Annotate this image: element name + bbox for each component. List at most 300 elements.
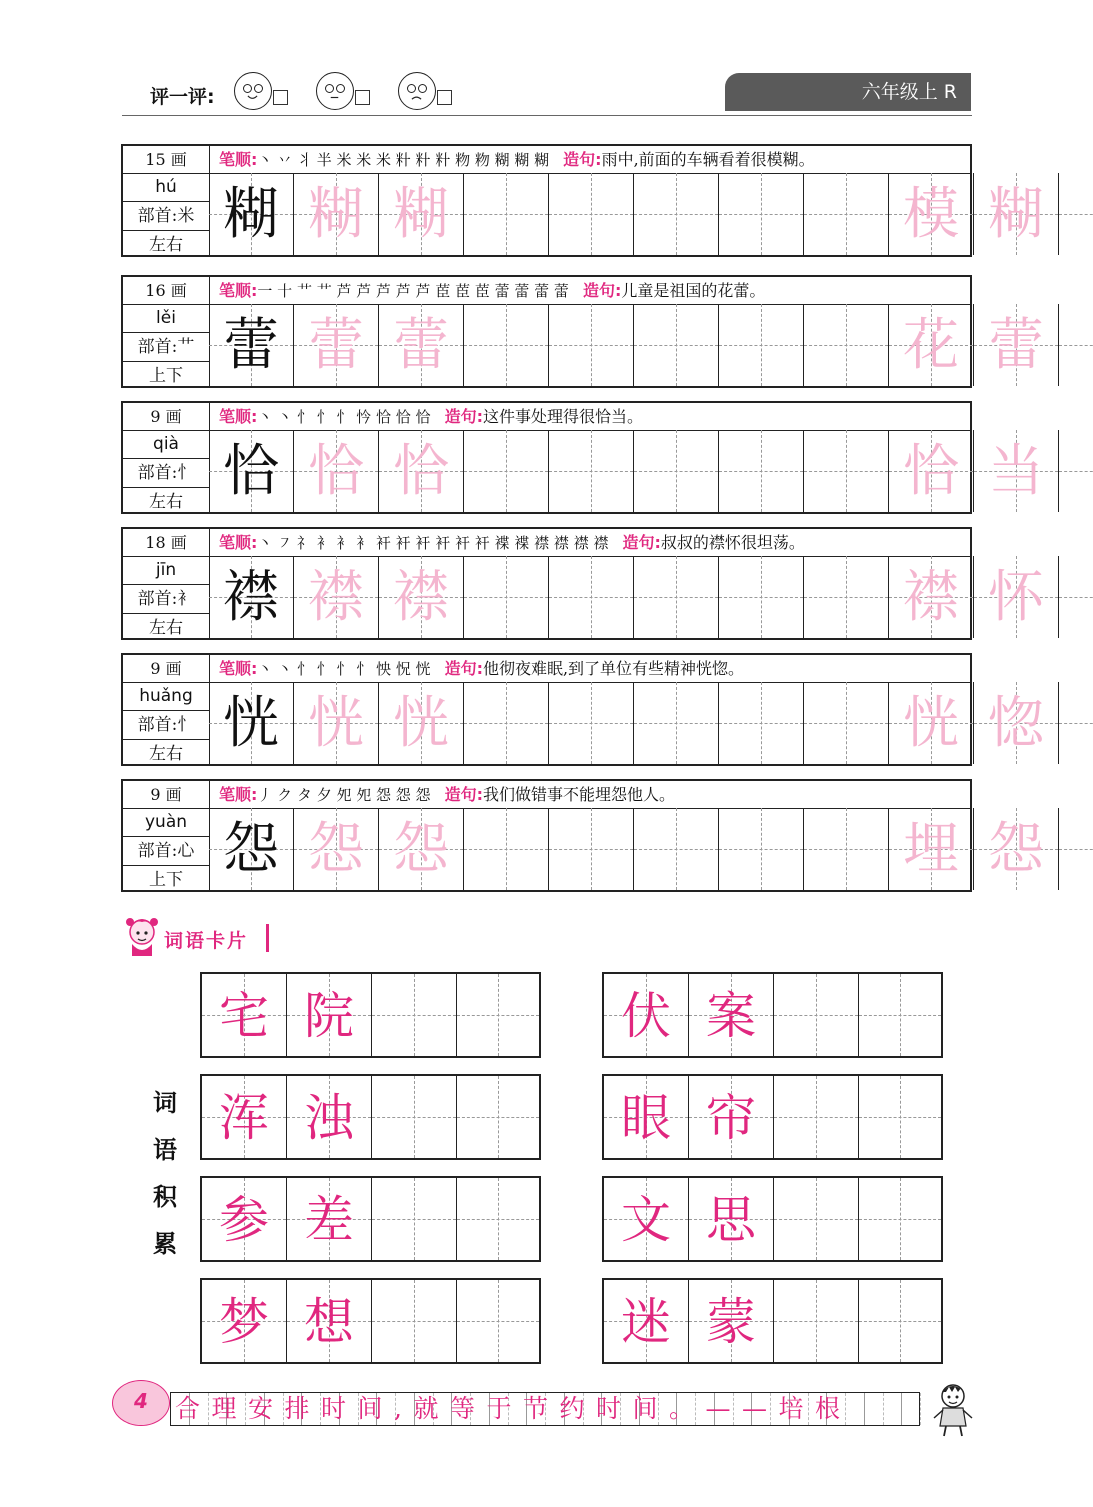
word-character — [774, 1178, 858, 1260]
trace-character — [1059, 430, 1093, 512]
word-cell[interactable] — [202, 974, 287, 1056]
trace-character: 恍 — [308, 691, 364, 756]
stroke-order-bar — [123, 403, 970, 431]
word-card — [602, 1278, 943, 1364]
structure: 上下 — [149, 366, 183, 386]
writing-cell[interactable] — [719, 430, 804, 512]
writing-cell[interactable] — [634, 808, 719, 890]
side-label-char: 积 — [153, 1183, 177, 1211]
word-cell[interactable] — [202, 1076, 287, 1158]
word-character: 迷 — [621, 1293, 671, 1351]
writing-cell[interactable] — [209, 173, 294, 255]
writing-grid — [209, 556, 1044, 638]
writing-cell[interactable] — [634, 682, 719, 764]
writing-cell[interactable] — [1059, 173, 1093, 255]
word-cards-title — [122, 912, 272, 958]
boy-mascot-icon — [928, 1378, 978, 1438]
radical-line — [123, 459, 209, 488]
character-block — [121, 653, 1044, 766]
title-accent-bar — [266, 924, 269, 952]
example-sentence: 儿童是祖国的花蕾。 — [621, 281, 766, 300]
stroke-order-label: 笔顺: — [219, 659, 258, 678]
stroke-order-line — [219, 655, 744, 682]
trace-character — [464, 173, 548, 255]
word-character: 浑 — [219, 1089, 269, 1147]
character-info — [123, 682, 210, 764]
writing-cell[interactable] — [294, 682, 379, 764]
radical: 米 — [177, 206, 195, 226]
example-sentence: 我们做错事不能埋怨他人。 — [482, 785, 675, 804]
sentence-label: 造句: — [444, 785, 483, 804]
pinyin: yuàn — [123, 808, 209, 837]
word-cell[interactable] — [287, 1178, 372, 1260]
trace-character — [634, 808, 718, 890]
side-label-char: 语 — [153, 1136, 177, 1164]
word-cell[interactable] — [457, 974, 539, 1056]
word-character — [457, 1280, 539, 1362]
trace-character: 花 — [903, 313, 959, 378]
radical-label: 部首: — [137, 337, 178, 357]
trace-character — [804, 808, 888, 890]
structure: 左右 — [149, 744, 183, 764]
grade-tab: 六年级上 R — [725, 73, 971, 111]
pinyin: lěi — [123, 304, 209, 333]
writing-cell[interactable] — [1059, 556, 1093, 638]
quote-cell — [865, 1393, 884, 1425]
writing-grid — [209, 808, 1044, 890]
word-cell[interactable] — [774, 1178, 859, 1260]
word-character: 浊 — [304, 1089, 354, 1147]
writing-cell[interactable] — [974, 556, 1059, 638]
stroke-order-line — [219, 781, 675, 808]
word-cell[interactable] — [859, 1280, 941, 1362]
word-character — [457, 974, 539, 1056]
rating-label: 评一评: — [150, 86, 215, 108]
word-character — [859, 1178, 941, 1260]
writing-cell[interactable] — [209, 556, 294, 638]
word-character: 伏 — [621, 987, 671, 1045]
trace-character: 模 — [903, 182, 959, 247]
word-cell[interactable] — [287, 1076, 372, 1158]
writing-cell[interactable] — [974, 430, 1059, 512]
character-info — [123, 304, 210, 386]
word-cell[interactable] — [859, 1178, 941, 1260]
word-character — [774, 1280, 858, 1362]
trace-character — [1059, 682, 1093, 764]
structure: 左右 — [149, 618, 183, 638]
writing-cell[interactable] — [209, 682, 294, 764]
model-character: 怨 — [223, 817, 279, 882]
quote-cell — [884, 1393, 903, 1425]
writing-cell[interactable] — [804, 173, 889, 255]
stroke-count: 9 画 — [123, 655, 210, 682]
word-cell[interactable] — [287, 974, 372, 1056]
word-card — [200, 1176, 541, 1262]
trace-character — [464, 430, 548, 512]
trace-character: 恰 — [308, 439, 364, 504]
trace-character: 怨 — [988, 817, 1044, 882]
trace-character — [464, 556, 548, 638]
example-sentence: 雨中,前面的车辆看着很模糊。 — [601, 150, 815, 169]
writing-cell[interactable] — [1059, 304, 1093, 386]
example-sentence: 他彻夜难眠,到了单位有些精神恍惚。 — [482, 659, 745, 678]
stroke-order-bar — [123, 277, 970, 305]
writing-cell[interactable] — [634, 304, 719, 386]
writing-cell[interactable] — [804, 556, 889, 638]
character-info — [123, 430, 210, 512]
stroke-order-bar — [123, 655, 970, 683]
writing-cell[interactable] — [1059, 430, 1093, 512]
trace-character — [719, 556, 803, 638]
writing-cell[interactable] — [379, 808, 464, 890]
writing-cell[interactable] — [464, 556, 549, 638]
trace-character — [549, 173, 633, 255]
girl-mascot-icon — [122, 912, 162, 956]
structure: 左右 — [149, 235, 183, 255]
word-cell[interactable] — [774, 1280, 859, 1362]
trace-character — [719, 304, 803, 386]
neutral-face-icon — [316, 72, 354, 110]
writing-grid — [209, 430, 1044, 512]
trace-character — [634, 682, 718, 764]
writing-cell[interactable] — [889, 304, 974, 386]
trace-character: 恍 — [903, 691, 959, 756]
trace-character — [549, 682, 633, 764]
word-cell[interactable] — [774, 974, 859, 1056]
word-character: 文 — [621, 1191, 671, 1249]
model-character: 襟 — [223, 565, 279, 630]
writing-cell[interactable] — [804, 430, 889, 512]
writing-cell[interactable] — [889, 430, 974, 512]
word-character: 蒙 — [706, 1293, 756, 1351]
word-character: 帘 — [706, 1089, 756, 1147]
word-cell[interactable] — [202, 1280, 287, 1362]
writing-cell[interactable] — [209, 808, 294, 890]
writing-cell[interactable] — [379, 430, 464, 512]
writing-cell[interactable] — [294, 304, 379, 386]
trace-character: 襟 — [903, 565, 959, 630]
word-cell[interactable] — [689, 1076, 774, 1158]
writing-cell[interactable] — [379, 173, 464, 255]
trace-character — [549, 556, 633, 638]
writing-cell[interactable] — [1059, 808, 1093, 890]
writing-grid — [209, 173, 1044, 255]
word-cell[interactable] — [372, 1076, 457, 1158]
quote-text: 合理安排时间,就等于节约时间。——培根 — [175, 1394, 852, 1423]
writing-cell[interactable] — [634, 430, 719, 512]
word-character — [859, 1076, 941, 1158]
stroke-order-line — [219, 277, 765, 304]
trace-character — [719, 682, 803, 764]
radical-label: 部首: — [137, 841, 178, 861]
word-cell[interactable] — [372, 1280, 457, 1362]
word-cards-title-text: 词语卡片 — [164, 930, 249, 952]
radical-label: 部首: — [137, 715, 178, 735]
writing-cell[interactable] — [889, 808, 974, 890]
stroke-order-line — [219, 403, 643, 430]
structure: 上下 — [149, 870, 183, 890]
model-character: 恰 — [223, 439, 279, 504]
trace-character — [549, 430, 633, 512]
word-character — [457, 1076, 539, 1158]
stroke-order-label: 笔顺: — [219, 533, 258, 552]
trace-character — [634, 430, 718, 512]
word-character — [457, 1178, 539, 1260]
pinyin: qià — [123, 430, 209, 459]
word-character — [372, 1280, 456, 1362]
happy-checkbox[interactable] — [273, 90, 288, 105]
stroke-sequence: 一 十 艹 艹 芦 芦 芦 芦 芦 茞 茞 茞 蕾 蕾 蕾 蕾 — [257, 282, 569, 300]
word-cell[interactable] — [689, 974, 774, 1056]
word-cell[interactable] — [604, 974, 689, 1056]
writing-cell[interactable] — [549, 430, 634, 512]
word-character — [774, 974, 858, 1056]
writing-cell[interactable] — [719, 556, 804, 638]
writing-cell[interactable] — [549, 556, 634, 638]
word-cell[interactable] — [859, 974, 941, 1056]
sentence-label: 造句: — [582, 281, 622, 300]
trace-character — [804, 430, 888, 512]
stroke-count: 18 画 — [123, 529, 210, 556]
page-number: 4 — [112, 1380, 170, 1426]
trace-character: 糊 — [988, 182, 1044, 247]
writing-cell[interactable] — [974, 304, 1059, 386]
writing-cell[interactable] — [719, 304, 804, 386]
writing-cell[interactable] — [719, 173, 804, 255]
stroke-sequence: 丶 丶 忄 忄 忄 忴 恰 恰 恰 — [257, 408, 431, 426]
sad-face-icon — [398, 72, 436, 110]
sentence-label: 造句: — [444, 407, 483, 426]
writing-cell[interactable] — [889, 173, 974, 255]
word-character: 参 — [219, 1191, 269, 1249]
trace-character: 恍 — [393, 691, 449, 756]
writing-cell[interactable] — [549, 808, 634, 890]
writing-grid — [209, 304, 1044, 386]
writing-cell[interactable] — [464, 304, 549, 386]
stroke-order-label: 笔顺: — [219, 407, 258, 426]
stroke-order-line — [219, 146, 815, 173]
trace-character — [1059, 556, 1093, 638]
writing-cell[interactable] — [719, 682, 804, 764]
writing-cell[interactable] — [294, 430, 379, 512]
model-character: 恍 — [223, 691, 279, 756]
radical-line — [123, 837, 209, 866]
writing-cell[interactable] — [464, 682, 549, 764]
writing-cell[interactable] — [294, 173, 379, 255]
radical-line — [123, 711, 209, 740]
example-sentence: 这件事处理得很恰当。 — [482, 407, 643, 426]
stroke-count: 16 画 — [123, 277, 210, 304]
stroke-count: 9 画 — [123, 781, 210, 808]
radical-line — [123, 585, 209, 614]
trace-character: 怨 — [393, 817, 449, 882]
word-card — [602, 972, 943, 1058]
writing-cell[interactable] — [974, 808, 1059, 890]
writing-cell[interactable] — [804, 304, 889, 386]
radical-label: 部首: — [137, 206, 178, 226]
word-character: 思 — [706, 1191, 756, 1249]
writing-cell[interactable] — [209, 430, 294, 512]
character-info — [123, 808, 210, 890]
stroke-order-bar — [123, 781, 970, 809]
radical: 忄 — [177, 463, 195, 483]
side-label-char: 词 — [153, 1089, 177, 1117]
pinyin: jīn — [123, 556, 209, 585]
example-sentence: 叔叔的襟怀很坦荡。 — [660, 533, 805, 552]
trace-character — [804, 173, 888, 255]
trace-character — [719, 173, 803, 255]
word-card — [200, 972, 541, 1058]
trace-character — [549, 304, 633, 386]
trace-character — [634, 173, 718, 255]
character-block — [121, 779, 1044, 892]
word-cell[interactable] — [202, 1178, 287, 1260]
writing-cell[interactable] — [549, 304, 634, 386]
neutral-checkbox[interactable] — [355, 90, 370, 105]
pinyin: huǎng — [123, 682, 209, 711]
word-cell[interactable] — [457, 1280, 539, 1362]
word-cell[interactable] — [774, 1076, 859, 1158]
word-cell[interactable] — [457, 1178, 539, 1260]
stroke-sequence: 丶 丶 忄 忄 忄 忄 怏 怳 恍 — [257, 660, 431, 678]
vocabulary-side-label — [150, 1080, 180, 1268]
writing-cell[interactable] — [294, 556, 379, 638]
stroke-sequence: 丿 ク タ 夕 夗 夗 怨 怨 怨 — [257, 786, 431, 804]
trace-character — [634, 556, 718, 638]
trace-character: 糊 — [308, 182, 364, 247]
word-cell[interactable] — [604, 1178, 689, 1260]
radical: 心 — [177, 841, 195, 861]
character-block — [121, 275, 1044, 388]
trace-character — [464, 682, 548, 764]
word-cell[interactable] — [372, 1178, 457, 1260]
writing-cell[interactable] — [634, 556, 719, 638]
word-character: 梦 — [219, 1293, 269, 1351]
stroke-count: 9 画 — [123, 403, 210, 430]
trace-character — [549, 808, 633, 890]
word-cell[interactable] — [372, 974, 457, 1056]
character-info — [123, 556, 210, 638]
trace-character: 襟 — [308, 565, 364, 630]
word-cell[interactable] — [859, 1076, 941, 1158]
trace-character: 恰 — [903, 439, 959, 504]
word-character: 差 — [304, 1191, 354, 1249]
trace-character — [804, 682, 888, 764]
sentence-label: 造句: — [444, 659, 483, 678]
trace-character — [1059, 808, 1093, 890]
structure: 左右 — [149, 492, 183, 512]
word-character: 眼 — [621, 1089, 671, 1147]
trace-character — [719, 430, 803, 512]
writing-cell[interactable] — [804, 808, 889, 890]
writing-cell[interactable] — [549, 682, 634, 764]
word-character: 院 — [304, 987, 354, 1045]
writing-cell[interactable] — [804, 682, 889, 764]
writing-cell[interactable] — [379, 304, 464, 386]
radical: 衤 — [177, 589, 195, 609]
trace-character: 恰 — [393, 439, 449, 504]
sentence-label: 造句: — [622, 533, 661, 552]
word-cell[interactable] — [457, 1076, 539, 1158]
writing-cell[interactable] — [294, 808, 379, 890]
trace-character: 怨 — [308, 817, 364, 882]
character-block — [121, 144, 1044, 257]
trace-character: 蕾 — [308, 313, 364, 378]
word-character — [372, 1076, 456, 1158]
writing-cell[interactable] — [464, 808, 549, 890]
writing-cell[interactable] — [889, 682, 974, 764]
word-character: 案 — [706, 987, 756, 1045]
word-character: 宅 — [219, 987, 269, 1045]
stroke-sequence: 丶 丷 丬 半 米 米 米 籵 籵 籵 粅 粅 糊 糊 糊 — [257, 151, 550, 169]
writing-cell[interactable] — [719, 808, 804, 890]
character-block — [121, 401, 1044, 514]
word-character — [372, 1178, 456, 1260]
sad-checkbox[interactable] — [437, 90, 452, 105]
writing-grid — [209, 682, 1044, 764]
word-card — [602, 1074, 943, 1160]
writing-cell[interactable] — [464, 173, 549, 255]
word-character: 想 — [304, 1293, 354, 1351]
stroke-count: 15 画 — [123, 146, 210, 173]
trace-character: 惚 — [988, 691, 1044, 756]
writing-cell[interactable] — [464, 430, 549, 512]
word-card — [200, 1278, 541, 1364]
radical-line — [123, 333, 209, 362]
radical-label: 部首: — [137, 463, 178, 483]
trace-character — [1059, 304, 1093, 386]
writing-cell[interactable] — [549, 173, 634, 255]
writing-cell[interactable] — [379, 682, 464, 764]
trace-character: 怀 — [988, 565, 1044, 630]
writing-cell[interactable] — [974, 682, 1059, 764]
writing-cell[interactable] — [1059, 682, 1093, 764]
writing-cell[interactable] — [209, 304, 294, 386]
word-cell[interactable] — [689, 1280, 774, 1362]
word-cell[interactable] — [689, 1178, 774, 1260]
trace-character: 当 — [988, 439, 1044, 504]
model-character: 蕾 — [223, 313, 279, 378]
writing-cell[interactable] — [379, 556, 464, 638]
stroke-order-bar — [123, 529, 970, 557]
trace-character: 襟 — [393, 565, 449, 630]
character-block — [121, 527, 1044, 640]
trace-character — [719, 808, 803, 890]
writing-cell[interactable] — [634, 173, 719, 255]
trace-character — [464, 304, 548, 386]
radical: 艹 — [177, 337, 195, 357]
trace-character: 蕾 — [393, 313, 449, 378]
writing-cell[interactable] — [974, 173, 1059, 255]
radical-label: 部首: — [137, 589, 178, 609]
stroke-sequence: 丶 ㇇ 礻 衤 衤 衤 衦 衦 衦 衦 衦 衦 褋 褋 襟 襟 襟 襟 — [257, 534, 609, 552]
happy-face-icon — [234, 72, 272, 110]
writing-cell[interactable] — [889, 556, 974, 638]
sentence-label: 造句: — [563, 150, 602, 169]
radical: 忄 — [177, 715, 195, 735]
trace-character — [804, 556, 888, 638]
side-label-char: 累 — [153, 1230, 177, 1258]
model-character: 糊 — [223, 182, 279, 247]
stroke-order-line — [219, 529, 805, 556]
word-card — [200, 1074, 541, 1160]
word-cell[interactable] — [604, 1280, 689, 1362]
trace-character — [634, 304, 718, 386]
trace-character: 蕾 — [988, 313, 1044, 378]
word-cell[interactable] — [604, 1076, 689, 1158]
quote-box — [170, 1392, 920, 1426]
word-cell[interactable] — [287, 1280, 372, 1362]
